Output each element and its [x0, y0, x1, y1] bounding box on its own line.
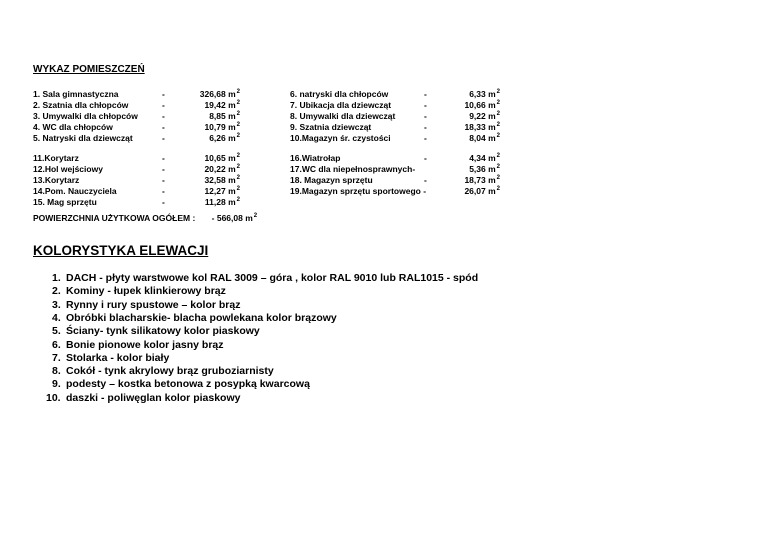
- room-area-unit-sup: 2: [236, 197, 240, 203]
- room-dash: -: [162, 133, 165, 143]
- room-area: [469, 133, 500, 143]
- room-area-value: 19,42 m: [204, 100, 236, 110]
- room-dash: -: [162, 153, 165, 163]
- room-dash: -: [162, 164, 165, 174]
- room-area-value: 4,34 m: [469, 153, 496, 163]
- room-dash: -: [424, 100, 427, 110]
- room-name: 2. Szatnia dla chłopców: [33, 100, 129, 110]
- room-name: 10.Magazyn śr. czystości: [290, 133, 391, 143]
- room-area: [209, 133, 240, 143]
- colors-item-text: Cokół - tynk akrylowy brąz gruboziarnisty: [66, 365, 274, 378]
- colors-item-text: Ściany- tynk silikatowy kolor piaskowy: [66, 325, 260, 338]
- room-area-unit-sup: 2: [236, 175, 240, 181]
- room-name: 5. Natryski dla dziewcząt: [33, 133, 133, 143]
- room-area-value: 10,79 m: [204, 122, 236, 132]
- room-name: 4. WC dla chłopców: [33, 122, 113, 132]
- total-area: [33, 213, 257, 223]
- room-dash: -: [162, 175, 165, 185]
- colors-item-text: DACH - płyty warstwowe kol RAL 3009 – góra , kolor RAL 9010 lub RAL1015 - spód: [66, 272, 479, 284]
- room-area-value: 26,07 m: [464, 186, 496, 196]
- room-area: [205, 197, 240, 207]
- room-dash: -: [162, 186, 165, 196]
- room-name: 3. Umywalki dla chłopców: [33, 111, 138, 121]
- room-name: 13.Korytarz: [33, 175, 80, 185]
- colors-item-text: podesty – kostka betonowa z posypką kwarcową: [66, 378, 310, 391]
- room-name: 17.WC dla niepełnosprawnych-: [290, 164, 416, 174]
- colors-item-number: 10.: [46, 391, 61, 404]
- total-label: POWIERZCHNIA UŻYTKOWA OGÓŁEM :: [33, 213, 196, 223]
- room-area: [469, 111, 500, 121]
- room-name: 12.Hol wejściowy: [33, 164, 103, 174]
- room-area-unit-sup: 2: [496, 133, 500, 139]
- room-area: [204, 175, 240, 185]
- room-dash: -: [424, 175, 427, 185]
- room-area: [464, 100, 500, 110]
- room-area-value: 8,85 m: [209, 111, 236, 121]
- room-area-value: 18,33 m: [464, 122, 496, 132]
- room-area-unit-sup: 2: [236, 133, 240, 139]
- room-area-unit-sup: 2: [496, 122, 500, 128]
- colors-item-text: Kominy - łupek klinkierowy brąz: [66, 285, 226, 298]
- room-area-value: 326,68 m: [199, 89, 236, 99]
- room-dash: -: [162, 89, 165, 99]
- room-name: 18. Magazyn sprzętu: [290, 175, 373, 185]
- room-area-unit-sup: 2: [496, 186, 500, 192]
- room-area-value: 10,66 m: [464, 100, 496, 110]
- colors-item-text: Rynny i rury spustowe – kolor brąz: [66, 298, 241, 311]
- room-area-value: 9,22 m: [469, 111, 496, 121]
- room-dash: -: [162, 122, 165, 132]
- colors-title: KOLORYSTYKA ELEWACJI: [33, 243, 209, 258]
- colors-item-number: 7.: [52, 351, 61, 364]
- room-area: [464, 122, 500, 132]
- room-area-unit-sup: 2: [236, 153, 240, 159]
- room-area-unit-sup: 2: [496, 164, 500, 170]
- room-area: [469, 153, 500, 163]
- room-area-unit-sup: 2: [236, 164, 240, 170]
- room-area: [469, 89, 500, 99]
- room-area: [464, 186, 500, 196]
- room-area: [469, 164, 500, 174]
- colors-item-number: 6.: [52, 338, 61, 351]
- colors-item-text: Stolarka - kolor biały: [66, 351, 170, 364]
- room-name: 11.Korytarz: [33, 153, 79, 163]
- room-area: [200, 89, 240, 99]
- room-area: [204, 122, 240, 132]
- room-dash: -: [162, 100, 165, 110]
- room-area-value: 5,36 m: [469, 164, 496, 174]
- room-area: [204, 153, 240, 163]
- room-area-value: 6,33 m: [469, 89, 496, 99]
- room-area-unit-sup: 2: [236, 89, 240, 95]
- room-name: 1. Sala gimnastyczna: [33, 89, 119, 99]
- room-dash: -: [424, 133, 427, 143]
- room-dash: -: [424, 153, 427, 163]
- colors-item-number: 9.: [52, 378, 61, 391]
- room-area-value: 6,26 m: [209, 133, 236, 143]
- room-area-value: 12,27 m: [204, 186, 236, 196]
- colors-item-text: Obróbki blacharskie- blacha powlekana kolor brązowy: [66, 311, 337, 324]
- total-unit-sup: 2: [253, 213, 258, 219]
- colors-item-text: daszki - poliwęglan kolor piaskowy: [66, 391, 241, 404]
- total-value: - 566,08 m: [211, 213, 253, 223]
- room-area-unit-sup: 2: [236, 122, 240, 128]
- colors-item-number: 8.: [52, 365, 61, 378]
- room-area-unit-sup: 2: [236, 100, 240, 106]
- room-area-value: 11,28 m: [204, 197, 236, 207]
- room-area-unit-sup: 2: [236, 186, 240, 192]
- room-name: 7. Ubikacja dla dziewcząt: [290, 100, 392, 110]
- room-area-unit-sup: 2: [496, 153, 500, 159]
- room-dash: -: [424, 111, 427, 121]
- room-area-unit-sup: 2: [496, 89, 500, 95]
- room-dash: -: [162, 197, 165, 207]
- colors-item-number: 1.: [52, 272, 61, 284]
- room-area-value: 8,04 m: [469, 133, 496, 143]
- room-dash: -: [424, 89, 427, 99]
- colors-item-number: 3.: [52, 298, 61, 311]
- room-area: [204, 164, 240, 174]
- room-name: 9. Szatnia dziewcząt: [290, 122, 372, 132]
- room-name: 15. Mag sprzętu: [33, 197, 97, 207]
- colors-item-number: 5.: [52, 325, 61, 338]
- room-area: [204, 100, 240, 110]
- room-area: [204, 186, 240, 196]
- room-area-value: 32,58 m: [204, 175, 236, 185]
- room-name: 6. natryski dla chłopców: [290, 89, 389, 99]
- room-dash: -: [424, 122, 427, 132]
- room-area-value: 18,73 m: [464, 175, 496, 185]
- room-area: [464, 175, 500, 185]
- colors-item-number: 2.: [52, 285, 61, 298]
- room-name: 16.Wiatrołap: [290, 153, 341, 163]
- rooms-title: WYKAZ POMIESZCZEŃ: [33, 64, 145, 75]
- room-area-unit-sup: 2: [496, 175, 500, 181]
- room-name: 14.Pom. Nauczyciela: [33, 186, 117, 196]
- room-area-unit-sup: 2: [236, 111, 240, 117]
- room-dash: -: [162, 111, 165, 121]
- room-area-value: 10,65 m: [204, 153, 236, 163]
- room-area: [209, 111, 240, 121]
- room-area-value: 20,22 m: [204, 164, 236, 174]
- room-area-unit-sup: 2: [496, 100, 500, 106]
- room-name: 8. Umywalki dla dziewcząt: [290, 111, 396, 121]
- colors-item-text: Bonie pionowe kolor jasny brąz: [66, 338, 224, 351]
- room-area-unit-sup: 2: [496, 111, 500, 117]
- colors-item-number: 4.: [52, 311, 61, 324]
- room-name: 19.Magazyn sprzętu sportowego -: [290, 186, 427, 196]
